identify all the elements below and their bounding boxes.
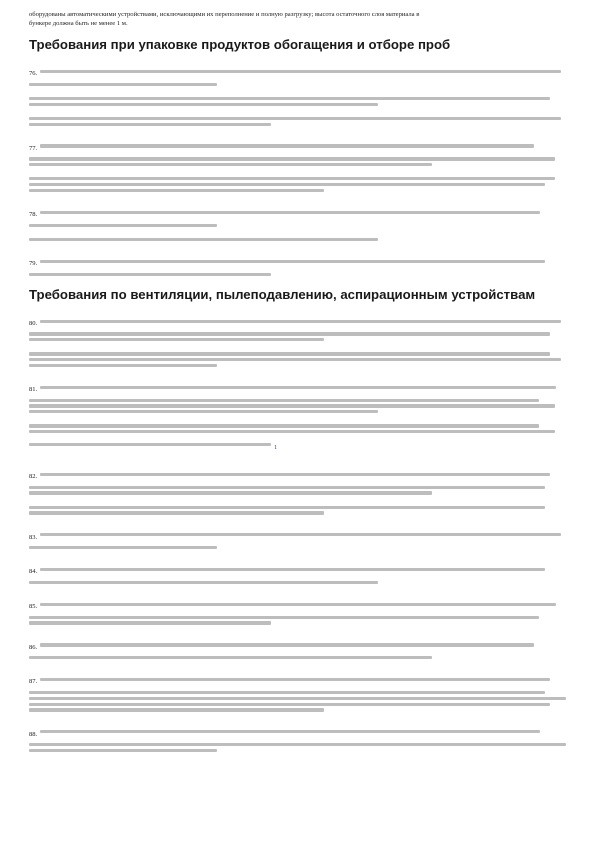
document-page <box>29 10 566 763</box>
text-line-placeholder <box>29 97 550 100</box>
text-line-placeholder <box>29 224 217 227</box>
text-line-placeholder <box>40 473 550 476</box>
paragraph-number: 77. <box>29 144 38 152</box>
text-line: оборудованы автоматическими устройствами, исключающими их переполнение и полную разгрузку; высота остаточного слоя материала в <box>29 11 420 18</box>
text-line-placeholder <box>29 691 545 694</box>
text-line-placeholder <box>29 103 378 106</box>
text-line-placeholder <box>29 157 555 160</box>
text-line-placeholder <box>29 352 550 355</box>
paragraph <box>29 378 566 413</box>
text-line-placeholder <box>40 211 540 214</box>
text-line-placeholder <box>29 616 539 619</box>
paragraph <box>29 595 566 625</box>
paragraph-number: 84. <box>29 568 38 576</box>
top-fragment <box>29 10 566 28</box>
paragraph-number: 82. <box>29 473 38 480</box>
text-line-placeholder <box>29 424 539 427</box>
paragraph <box>29 560 566 584</box>
paragraph-number: 76. <box>29 70 38 77</box>
text-line-placeholder <box>29 486 545 489</box>
text-line-placeholder <box>40 320 561 323</box>
text-line-placeholder <box>29 703 550 706</box>
text-line-placeholder <box>40 386 556 389</box>
paragraph-number: 88. <box>29 730 38 738</box>
text-line-placeholder <box>29 404 555 407</box>
paragraph <box>29 238 566 241</box>
paragraph <box>29 203 566 227</box>
text-line-placeholder <box>40 730 540 733</box>
text-line-placeholder <box>40 144 534 147</box>
text-line-placeholder <box>29 332 550 335</box>
section-heading: Требования по вентиляции, пылеподавлению, аспирационным устройствам <box>29 286 536 302</box>
paragraph-number: 81. <box>29 386 38 394</box>
paragraph <box>29 424 566 454</box>
text-line-placeholder <box>29 123 271 126</box>
text-line-placeholder <box>29 708 324 711</box>
text-line-placeholder <box>40 70 561 73</box>
text-line-placeholder <box>29 743 566 746</box>
text-line-placeholder <box>29 189 324 192</box>
text-line-placeholder <box>29 506 545 509</box>
paragraph <box>29 670 566 711</box>
text-line: бункере должна быть не менее 1 м. <box>29 20 128 27</box>
paragraph-number: 86. <box>29 643 38 651</box>
text-line-placeholder <box>29 511 324 514</box>
text-line-placeholder <box>29 749 217 752</box>
paragraph <box>29 177 566 192</box>
paragraph-number: 85. <box>29 603 38 611</box>
text-line-placeholder <box>29 430 555 433</box>
text-line-placeholder <box>40 678 550 681</box>
paragraph <box>29 62 566 86</box>
paragraph <box>29 252 566 276</box>
text-line-placeholder <box>29 581 378 584</box>
text-line-placeholder <box>29 177 555 180</box>
paragraph <box>29 526 566 550</box>
paragraph-number: 80. <box>29 319 38 327</box>
text-line-placeholder <box>29 163 432 166</box>
text-line-placeholder <box>29 491 432 494</box>
paragraph <box>29 137 566 167</box>
text-line-placeholder <box>29 338 324 341</box>
text-line-placeholder <box>40 533 561 536</box>
paragraph <box>29 352 566 367</box>
text-line-placeholder <box>40 260 545 263</box>
section-heading: Требования при упаковке продуктов обогащения и отборе проб <box>29 37 451 52</box>
paragraph-number: 79. <box>29 260 38 267</box>
appendix-link[interactable]: 1 <box>274 444 278 451</box>
text-line-placeholder <box>40 603 556 606</box>
text-line-placeholder <box>29 358 561 361</box>
text-line-placeholder <box>29 83 217 86</box>
text-line-placeholder <box>29 546 217 549</box>
paragraph <box>29 117 566 126</box>
text-line-placeholder <box>29 443 271 446</box>
paragraph <box>29 506 566 515</box>
paragraph-number: 83. <box>29 533 38 541</box>
text-line-placeholder <box>29 656 432 659</box>
text-line-placeholder <box>29 399 539 402</box>
paragraph <box>29 465 566 495</box>
paragraph <box>29 723 566 753</box>
paragraph <box>29 97 566 106</box>
text-line-placeholder <box>29 410 378 413</box>
text-line-placeholder <box>40 643 534 646</box>
document-body <box>29 37 566 752</box>
text-line-placeholder <box>29 238 378 241</box>
text-line-placeholder <box>29 117 561 120</box>
text-line-placeholder <box>40 568 545 571</box>
text-line-placeholder <box>29 183 545 186</box>
paragraph <box>29 636 566 660</box>
text-line-placeholder <box>29 621 271 624</box>
paragraph-number: 78. <box>29 211 38 219</box>
text-line-placeholder <box>29 697 566 700</box>
text-line-placeholder <box>29 273 271 276</box>
paragraph <box>29 312 566 342</box>
text-line-placeholder <box>29 364 217 367</box>
paragraph-number: 87. <box>29 678 38 686</box>
